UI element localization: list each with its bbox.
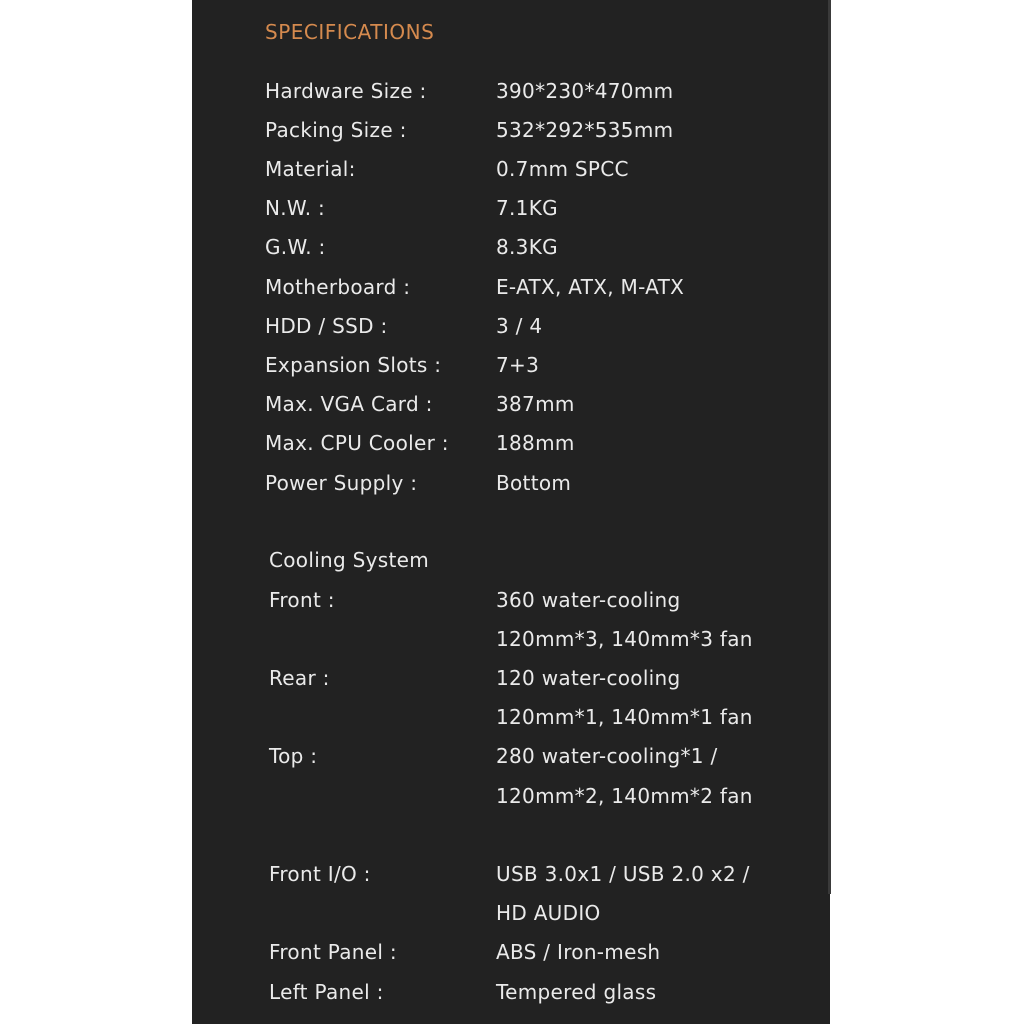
spec-label: Max. CPU Cooler :: [265, 431, 449, 455]
spec-value: 7+3: [496, 353, 540, 377]
cooling-rear-label: Rear :: [269, 666, 330, 690]
front-io-label: Front I/O :: [269, 862, 371, 886]
spec-value: 390*230*470mm: [496, 79, 674, 103]
spec-label: Motherboard :: [265, 275, 411, 299]
front-panel-label: Front Panel :: [269, 940, 397, 964]
spec-label: Material:: [265, 157, 356, 181]
spec-value: 532*292*535mm: [496, 118, 674, 142]
spec-label: Power Supply :: [265, 471, 418, 495]
spec-label: Packing Size :: [265, 118, 407, 142]
cooling-rear-line1: 120 water-cooling: [496, 666, 681, 690]
spec-value: 188mm: [496, 431, 575, 455]
spec-value: 387mm: [496, 392, 575, 416]
cooling-top-label: Top :: [269, 744, 318, 768]
cooling-top-line2: 120mm*2, 140mm*2 fan: [496, 784, 753, 808]
front-panel-value: ABS / Iron-mesh: [496, 940, 661, 964]
cooling-front-line1: 360 water-cooling: [496, 588, 681, 612]
spec-label: Max. VGA Card :: [265, 392, 433, 416]
spec-label: Expansion Slots :: [265, 353, 442, 377]
front-io-line2: HD AUDIO: [496, 901, 601, 925]
panel-edge: [828, 0, 831, 894]
left-panel-label: Left Panel :: [269, 980, 384, 1004]
spec-value: E-ATX, ATX, M-ATX: [496, 275, 685, 299]
spec-value: 7.1KG: [496, 196, 558, 220]
left-panel-value: Tempered glass: [496, 980, 657, 1004]
cooling-front-line2: 120mm*3, 140mm*3 fan: [496, 627, 753, 651]
spec-label: Hardware Size :: [265, 79, 427, 103]
cooling-heading: Cooling System: [269, 548, 430, 572]
spec-title: SPECIFICATIONS: [265, 20, 435, 44]
cooling-front-label: Front :: [269, 588, 335, 612]
spec-label: HDD / SSD :: [265, 314, 388, 338]
spec-value: 3 / 4: [496, 314, 543, 338]
spec-value: 0.7mm SPCC: [496, 157, 629, 181]
cooling-rear-line2: 120mm*1, 140mm*1 fan: [496, 705, 753, 729]
front-io-line1: USB 3.0x1 / USB 2.0 x2 /: [496, 862, 750, 886]
spec-value: Bottom: [496, 471, 572, 495]
spec-label: G.W. :: [265, 235, 326, 259]
spec-label: N.W. :: [265, 196, 326, 220]
cooling-top-line1: 280 water-cooling*1 /: [496, 744, 718, 768]
spec-value: 8.3KG: [496, 235, 558, 259]
